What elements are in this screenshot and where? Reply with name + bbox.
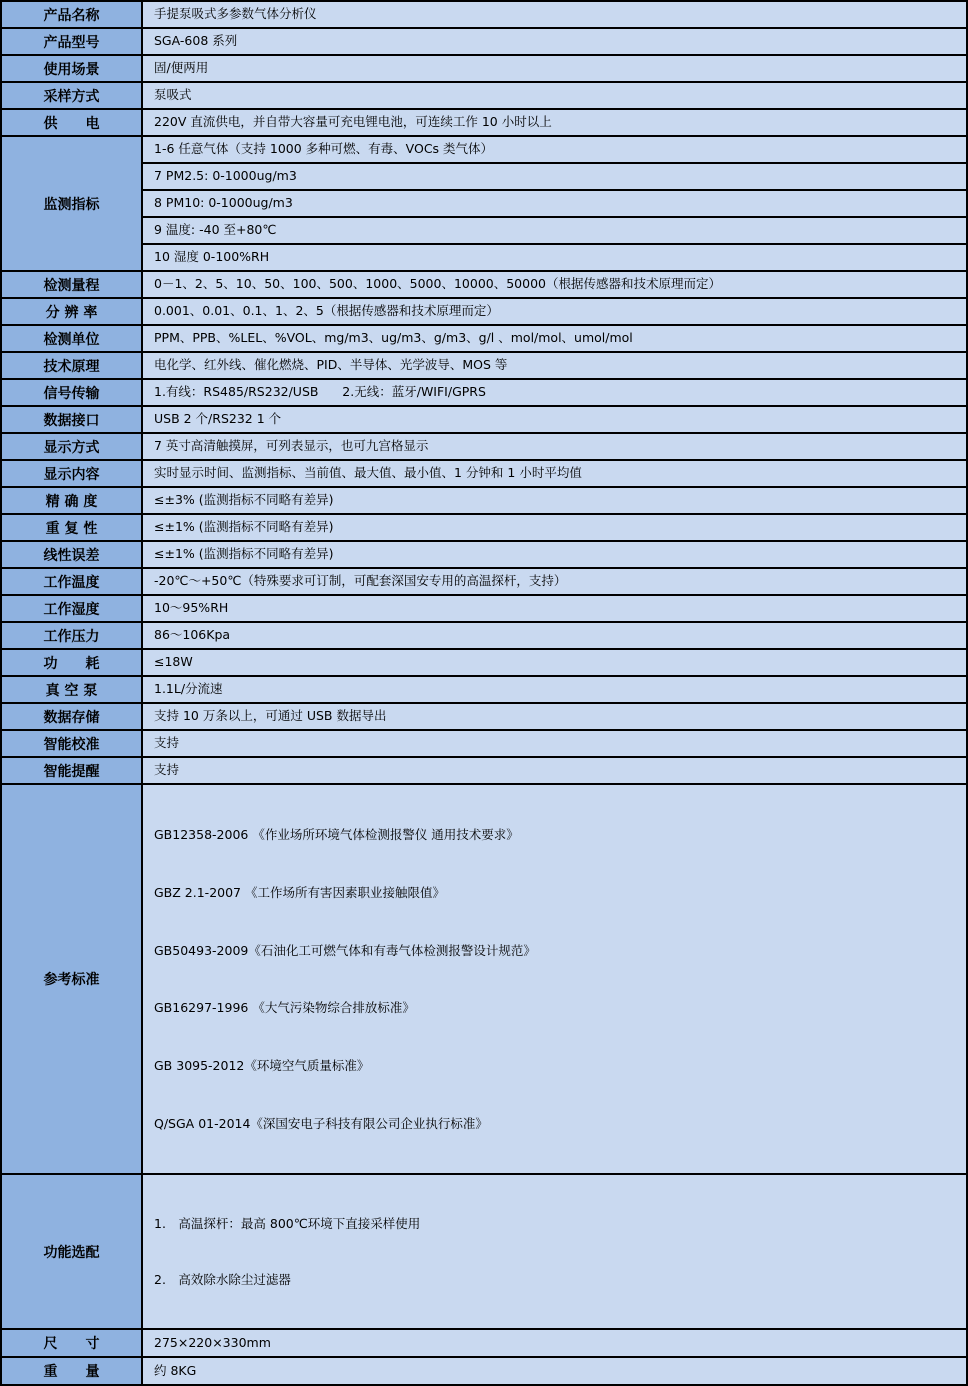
table-row <box>1 757 967 784</box>
option-line: 1. 高温探杆：最高 800℃环境下直接采样使用 <box>154 1216 421 1232</box>
option-line: 2. 高效除水除尘过滤器 <box>154 1271 291 1287</box>
row-value-resolution: 0.001、0.01、0.1、1、2、5（根据传感器和技术原理而定） <box>142 298 967 325</box>
row-value-working-humidity: 10～95%RH <box>142 595 967 622</box>
table-row <box>1 460 967 487</box>
table-row <box>1 163 967 190</box>
standard-line: GB12358-2006 《作业场所环境气体检测报警仪 通用技术要求》 <box>154 827 519 843</box>
row-value-power-supply: 220V 直流供电，并自带大容量可充电锂电池，可连续工作 10 小时以上 <box>142 109 967 136</box>
table-row <box>1 784 967 1174</box>
table-row <box>1 730 967 757</box>
row-value-display-content: 实时显示时间、监测指标、当前值、最大值、最小值、1 分钟和 1 小时平均值 <box>142 460 967 487</box>
table-row <box>1 298 967 325</box>
row-label-display-mode: 显示方式 <box>1 433 142 460</box>
row-value-model: SGA-608 系列 <box>142 28 967 55</box>
table-row <box>1 541 967 568</box>
row-label-accuracy: 精 确 度 <box>1 487 142 514</box>
row-value-vacuum-pump: 1.1L/分流速 <box>142 676 967 703</box>
row-label-model: 产品型号 <box>1 28 142 55</box>
row-value-reference-standards <box>142 784 967 1174</box>
row-label-detection-range: 检测量程 <box>1 271 142 298</box>
table-row <box>1 217 967 244</box>
table-row <box>1 379 967 406</box>
row-value-repeatability: ≤±1% (监测指标不同略有差异) <box>142 514 967 541</box>
row-value-detection-unit: PPM、PPB、%LEL、%VOL、mg/m3、ug/m3、g/m3、g/l 、mol/mol、umol/mol <box>142 325 967 352</box>
table-row <box>1 136 967 163</box>
table-row <box>1 676 967 703</box>
table-row <box>1 487 967 514</box>
row-label-monitor-indicators: 监测指标 <box>1 136 142 271</box>
row-label-weight: 重 量 <box>1 1357 142 1385</box>
table-row <box>1 244 967 271</box>
table-row <box>1 514 967 541</box>
row-label-vacuum-pump: 真 空 泵 <box>1 676 142 703</box>
row-label-display-content: 显示内容 <box>1 460 142 487</box>
row-label-power-consumption: 功 耗 <box>1 649 142 676</box>
row-label-usage-scene: 使用场景 <box>1 55 142 82</box>
row-label-signal-transmission: 信号传输 <box>1 379 142 406</box>
row-label-resolution: 分 辨 率 <box>1 298 142 325</box>
table-row <box>1 82 967 109</box>
standard-line: GBZ 2.1-2007 《工作场所有害因素职业接触限值》 <box>154 884 445 900</box>
row-label-smart-reminder: 智能提醒 <box>1 757 142 784</box>
row-value-monitor-indicator-5: 10 湿度 0-100%RH <box>142 244 967 271</box>
row-value-display-mode: 7 英寸高清触摸屏，可列表显示，也可九宫格显示 <box>142 433 967 460</box>
row-label-sampling-method: 采样方式 <box>1 82 142 109</box>
row-label-repeatability: 重 复 性 <box>1 514 142 541</box>
standard-line: GB 3095-2012《环境空气质量标准》 <box>154 1057 370 1073</box>
row-label-optional-features: 功能选配 <box>1 1174 142 1329</box>
standard-line: Q/SGA 01-2014《深国安电子科技有限公司企业执行标准》 <box>154 1115 488 1131</box>
row-label-working-pressure: 工作压力 <box>1 622 142 649</box>
table-row <box>1 703 967 730</box>
row-value-power-consumption: ≤18W <box>142 649 967 676</box>
row-value-accuracy: ≤±3% (监测指标不同略有差异) <box>142 487 967 514</box>
standard-line: GB50493-2009《石油化工可燃气体和有毒气体检测报警设计规范》 <box>154 942 536 958</box>
table-row <box>1 109 967 136</box>
table-row <box>1 433 967 460</box>
table-row <box>1 352 967 379</box>
table-row <box>1 1329 967 1357</box>
row-label-detection-unit: 检测单位 <box>1 325 142 352</box>
row-label-data-storage: 数据存储 <box>1 703 142 730</box>
row-value-monitor-indicator-4: 9 温度: -40 至+80℃ <box>142 217 967 244</box>
row-label-working-temperature: 工作温度 <box>1 568 142 595</box>
row-value-usage-scene: 固/便两用 <box>142 55 967 82</box>
row-label-data-interface: 数据接口 <box>1 406 142 433</box>
row-value-detection-range: 0－1、2、5、10、50、100、500、1000、5000、10000、50000（根据传感器和技术原理而定） <box>142 271 967 298</box>
row-value-sampling-method: 泵吸式 <box>142 82 967 109</box>
row-value-data-storage: 支持 10 万条以上，可通过 USB 数据导出 <box>142 703 967 730</box>
row-value-dimensions: 275×220×330mm <box>142 1329 967 1357</box>
row-value-weight: 约 8KG <box>142 1357 967 1385</box>
row-value-monitor-indicator-3: 8 PM10: 0-1000ug/m3 <box>142 190 967 217</box>
row-value-monitor-indicator-2: 7 PM2.5: 0-1000ug/m3 <box>142 163 967 190</box>
row-value-smart-reminder: 支持 <box>142 757 967 784</box>
table-row <box>1 28 967 55</box>
table-row <box>1 55 967 82</box>
row-value-smart-calibration: 支持 <box>142 730 967 757</box>
row-value-working-temperature: -20℃～+50℃（特殊要求可订制，可配套深国安专用的高温探杆，支持） <box>142 568 967 595</box>
table-row <box>1 406 967 433</box>
row-label-power-supply: 供 电 <box>1 109 142 136</box>
table-row <box>1 325 967 352</box>
row-value-working-pressure: 86～106Kpa <box>142 622 967 649</box>
row-value-technical-principle: 电化学、红外线、催化燃烧、PID、半导体、光学波导、MOS 等 <box>142 352 967 379</box>
row-label-linearity-error: 线性误差 <box>1 541 142 568</box>
row-value-data-interface: USB 2 个/RS232 1 个 <box>142 406 967 433</box>
row-label-working-humidity: 工作湿度 <box>1 595 142 622</box>
row-value-optional-features <box>142 1174 967 1329</box>
row-label-smart-calibration: 智能校准 <box>1 730 142 757</box>
table-row <box>1 190 967 217</box>
standard-line: GB16297-1996 《大气污染物综合排放标准》 <box>154 1000 415 1016</box>
table-row <box>1 271 967 298</box>
row-label-dimensions: 尺 寸 <box>1 1329 142 1357</box>
table-row <box>1 1 967 28</box>
row-value-product-name: 手提泵吸式多参数气体分析仪 <box>142 1 967 28</box>
table-row <box>1 1174 967 1329</box>
table-row <box>1 1357 967 1385</box>
row-label-reference-standards: 参考标准 <box>1 784 142 1174</box>
table-row <box>1 568 967 595</box>
row-label-technical-principle: 技术原理 <box>1 352 142 379</box>
table-row <box>1 622 967 649</box>
table-row <box>1 595 967 622</box>
row-label-product-name: 产品名称 <box>1 1 142 28</box>
row-value-signal-transmission: 1.有线：RS485/RS232/USB 2.无线：蓝牙/WIFI/GPRS <box>142 379 967 406</box>
row-value-linearity-error: ≤±1% (监测指标不同略有差异) <box>142 541 967 568</box>
table-row <box>1 649 967 676</box>
row-value-monitor-indicator-1: 1-6 任意气体（支持 1000 多种可燃、有毒、VOCs 类气体） <box>142 136 967 163</box>
